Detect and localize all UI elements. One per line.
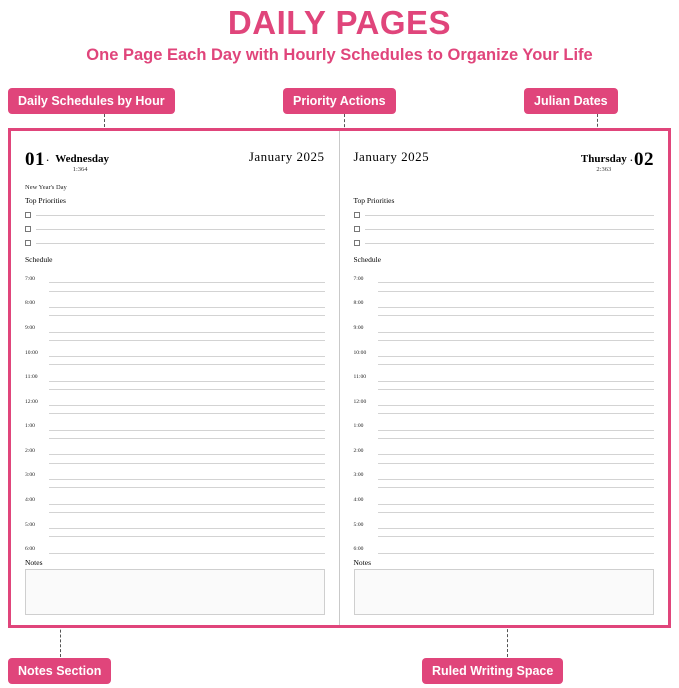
schedule-time: 2:00 bbox=[25, 447, 35, 454]
schedule-row-half bbox=[354, 480, 655, 488]
right-priorities-label: Top Priorities bbox=[353, 196, 395, 205]
schedule-time-blank bbox=[354, 364, 378, 365]
schedule-write-line[interactable] bbox=[378, 528, 655, 529]
schedule-write-line[interactable] bbox=[49, 487, 325, 488]
schedule-time-blank bbox=[354, 487, 378, 488]
schedule-write-line[interactable] bbox=[49, 463, 325, 464]
schedule-time-blank bbox=[354, 536, 378, 537]
priority-item[interactable] bbox=[25, 208, 325, 222]
schedule-write-line[interactable] bbox=[378, 438, 655, 439]
callout-label: Julian Dates bbox=[534, 94, 608, 108]
schedule-write-line[interactable] bbox=[49, 332, 325, 333]
schedule-write-line[interactable] bbox=[378, 381, 655, 382]
schedule-time-blank bbox=[354, 389, 378, 390]
schedule-time: 3:00 bbox=[25, 472, 35, 479]
right-priorities-list bbox=[354, 208, 655, 250]
schedule-write-line[interactable] bbox=[378, 405, 655, 406]
schedule-write-line[interactable] bbox=[49, 307, 325, 308]
schedule-write-line[interactable] bbox=[49, 504, 325, 505]
schedule-row-half bbox=[354, 529, 655, 537]
schedule-row bbox=[354, 316, 655, 332]
checkbox-icon[interactable] bbox=[25, 240, 31, 246]
schedule-time-blank bbox=[354, 438, 378, 439]
priority-item[interactable] bbox=[354, 236, 655, 250]
right-schedule-label: Schedule bbox=[353, 255, 381, 264]
priority-item[interactable] bbox=[354, 208, 655, 222]
schedule-write-line[interactable] bbox=[49, 528, 325, 529]
schedule-row bbox=[25, 488, 325, 504]
schedule-time-blank bbox=[354, 413, 378, 414]
schedule-write-line[interactable] bbox=[378, 307, 655, 308]
schedule-time: 5:00 bbox=[25, 521, 35, 528]
schedule-row bbox=[354, 439, 655, 455]
right-month-year: January 2025 bbox=[353, 149, 430, 164]
left-priorities-list bbox=[25, 208, 325, 250]
schedule-write-line[interactable] bbox=[378, 356, 655, 357]
schedule-row bbox=[25, 341, 325, 357]
checkbox-icon[interactable] bbox=[354, 212, 360, 218]
left-notes-box[interactable] bbox=[25, 569, 325, 615]
schedule-row bbox=[25, 292, 325, 308]
callout-label: Ruled Writing Space bbox=[432, 664, 554, 678]
schedule-time: 5:00 bbox=[353, 521, 364, 528]
right-notes-box[interactable] bbox=[354, 569, 655, 615]
schedule-time-blank bbox=[354, 315, 378, 316]
schedule-row-half bbox=[354, 333, 655, 341]
schedule-write-line[interactable] bbox=[378, 479, 655, 480]
schedule-write-line[interactable] bbox=[378, 315, 655, 316]
schedule-row bbox=[25, 439, 325, 455]
schedule-write-line[interactable] bbox=[49, 389, 325, 390]
priority-item[interactable] bbox=[354, 222, 655, 236]
schedule-row bbox=[25, 513, 325, 529]
priority-write-line[interactable] bbox=[365, 215, 655, 216]
right-julian-date: 2:363 bbox=[596, 166, 612, 173]
left-page-header bbox=[25, 149, 325, 183]
left-julian-date: 1:364 bbox=[72, 166, 88, 173]
schedule-row bbox=[25, 464, 325, 480]
schedule-time: 10:00 bbox=[353, 349, 367, 356]
priority-write-line[interactable] bbox=[365, 229, 655, 230]
schedule-row-half bbox=[25, 431, 325, 439]
schedule-time: 6:00 bbox=[25, 546, 35, 553]
schedule-write-line[interactable] bbox=[378, 413, 655, 414]
schedule-row-half bbox=[25, 357, 325, 365]
left-schedule-rows bbox=[25, 267, 325, 554]
schedule-time: 4:00 bbox=[25, 497, 35, 503]
schedule-row-half bbox=[25, 406, 325, 414]
planner-left-page bbox=[11, 131, 340, 625]
right-date-block bbox=[581, 149, 654, 173]
schedule-time-blank bbox=[354, 463, 378, 464]
priority-write-line[interactable] bbox=[36, 215, 325, 216]
priority-item[interactable] bbox=[25, 236, 325, 250]
schedule-row-half bbox=[25, 333, 325, 341]
schedule-write-line[interactable] bbox=[378, 553, 655, 554]
left-date-separator-dot: . bbox=[46, 149, 50, 164]
schedule-time-blank bbox=[25, 512, 49, 513]
schedule-row bbox=[354, 537, 655, 553]
schedule-write-line[interactable] bbox=[49, 315, 325, 316]
schedule-row-half bbox=[25, 480, 325, 488]
priority-write-line[interactable] bbox=[365, 243, 655, 244]
left-date-block bbox=[25, 149, 109, 173]
schedule-row bbox=[354, 513, 655, 529]
callout-priority-actions bbox=[283, 88, 396, 114]
schedule-row-half bbox=[354, 357, 655, 365]
planner-right-page bbox=[340, 131, 669, 625]
header-subtitle: One Page Each Day with Hourly Schedules to Organize Your Life bbox=[86, 46, 593, 64]
schedule-write-line[interactable] bbox=[378, 487, 655, 488]
schedule-write-line[interactable] bbox=[49, 381, 325, 382]
schedule-write-line[interactable] bbox=[378, 364, 655, 365]
schedule-write-line[interactable] bbox=[378, 332, 655, 333]
schedule-write-line[interactable] bbox=[378, 454, 655, 455]
schedule-time-blank bbox=[25, 315, 49, 316]
schedule-time: 12:00 bbox=[25, 398, 38, 405]
schedule-time-blank bbox=[25, 340, 49, 341]
checkbox-icon[interactable] bbox=[25, 226, 31, 232]
schedule-row-half bbox=[25, 382, 325, 390]
left-day-number: 01 bbox=[25, 149, 45, 170]
schedule-time-blank bbox=[25, 291, 49, 292]
callout-label: Priority Actions bbox=[293, 94, 386, 108]
schedule-row-half bbox=[25, 529, 325, 537]
schedule-row bbox=[354, 464, 655, 480]
schedule-time: 8:00 bbox=[353, 300, 364, 307]
schedule-write-line[interactable] bbox=[378, 504, 655, 505]
schedule-time-blank bbox=[354, 291, 378, 292]
left-holiday-label: New Year's Day bbox=[25, 184, 67, 191]
schedule-write-line[interactable] bbox=[378, 430, 655, 431]
schedule-row bbox=[25, 414, 325, 430]
schedule-time: 8:00 bbox=[25, 300, 35, 307]
schedule-time: 7:00 bbox=[353, 275, 364, 282]
schedule-row bbox=[25, 390, 325, 406]
schedule-write-line[interactable] bbox=[49, 291, 325, 292]
left-schedule-label: Schedule bbox=[25, 255, 53, 264]
right-page-header bbox=[354, 149, 655, 183]
schedule-row-half bbox=[25, 505, 325, 513]
schedule-time: 11:00 bbox=[25, 374, 38, 381]
schedule-row bbox=[354, 414, 655, 430]
left-notes-label: Notes bbox=[25, 557, 43, 567]
schedule-write-line[interactable] bbox=[49, 340, 325, 341]
schedule-time: 11:00 bbox=[353, 374, 367, 381]
schedule-write-line[interactable] bbox=[49, 512, 325, 513]
left-day-name: Wednesday bbox=[55, 153, 110, 165]
right-schedule-rows bbox=[354, 267, 655, 554]
schedule-time: 1:00 bbox=[25, 423, 35, 430]
schedule-row-half bbox=[354, 382, 655, 390]
callout-julian-dates bbox=[524, 88, 618, 114]
schedule-write-line[interactable] bbox=[49, 405, 325, 406]
schedule-write-line[interactable] bbox=[49, 413, 325, 414]
schedule-time-blank bbox=[354, 340, 378, 341]
schedule-row bbox=[354, 390, 655, 406]
schedule-row bbox=[25, 267, 325, 283]
right-day-name: Thursday bbox=[580, 153, 627, 165]
schedule-row bbox=[25, 316, 325, 332]
schedule-row-half bbox=[354, 406, 655, 414]
right-holiday-label bbox=[354, 184, 655, 191]
schedule-time: 1:00 bbox=[353, 423, 364, 430]
right-date-separator-dot: . bbox=[629, 149, 633, 164]
schedule-row bbox=[354, 267, 655, 283]
schedule-time: 2:00 bbox=[353, 447, 364, 454]
schedule-time: 10:00 bbox=[25, 349, 38, 356]
schedule-row bbox=[354, 365, 655, 381]
schedule-write-line[interactable] bbox=[49, 536, 325, 537]
schedule-row bbox=[354, 341, 655, 357]
schedule-row bbox=[25, 365, 325, 381]
schedule-time-blank bbox=[354, 512, 378, 513]
schedule-row bbox=[354, 292, 655, 308]
schedule-write-line[interactable] bbox=[49, 438, 325, 439]
schedule-time: 12:00 bbox=[353, 398, 367, 405]
schedule-write-line[interactable] bbox=[49, 479, 325, 480]
schedule-row-half bbox=[25, 455, 325, 463]
right-notes-label: Notes bbox=[353, 557, 371, 567]
right-day-number: 02 bbox=[634, 149, 654, 170]
schedule-time-blank bbox=[25, 413, 49, 414]
schedule-time-blank bbox=[25, 438, 49, 439]
schedule-row bbox=[354, 488, 655, 504]
schedule-write-line[interactable] bbox=[378, 463, 655, 464]
checkbox-icon[interactable] bbox=[354, 240, 360, 246]
schedule-write-line[interactable] bbox=[49, 454, 325, 455]
priority-write-line[interactable] bbox=[36, 229, 325, 230]
schedule-write-line[interactable] bbox=[378, 291, 655, 292]
schedule-write-line[interactable] bbox=[378, 536, 655, 537]
schedule-row-half bbox=[25, 308, 325, 316]
schedule-time-blank bbox=[25, 536, 49, 537]
schedule-time: 4:00 bbox=[353, 497, 364, 503]
priority-write-line[interactable] bbox=[36, 243, 325, 244]
schedule-time: 6:00 bbox=[353, 546, 364, 553]
left-month-year: January 2025 bbox=[248, 149, 325, 164]
schedule-time-blank bbox=[25, 463, 49, 464]
schedule-time: 9:00 bbox=[353, 324, 364, 331]
callout-label: Daily Schedules by Hour bbox=[18, 94, 165, 108]
schedule-write-line[interactable] bbox=[49, 356, 325, 357]
schedule-row-half bbox=[25, 283, 325, 291]
planner-spread bbox=[8, 128, 671, 628]
schedule-time-blank bbox=[25, 389, 49, 390]
schedule-write-line[interactable] bbox=[49, 553, 325, 554]
schedule-write-line[interactable] bbox=[49, 364, 325, 365]
checkbox-icon[interactable] bbox=[25, 212, 31, 218]
schedule-write-line[interactable] bbox=[378, 512, 655, 513]
schedule-row-half bbox=[354, 308, 655, 316]
schedule-time-blank bbox=[25, 487, 49, 488]
callout-label: Notes Section bbox=[18, 664, 102, 678]
callout-notes-section bbox=[8, 658, 111, 684]
schedule-row-half bbox=[354, 431, 655, 439]
schedule-write-line[interactable] bbox=[49, 430, 325, 431]
schedule-row-half bbox=[354, 505, 655, 513]
schedule-time: 7:00 bbox=[25, 275, 35, 282]
callout-daily-schedules bbox=[8, 88, 175, 114]
schedule-row bbox=[25, 537, 325, 553]
schedule-time: 9:00 bbox=[25, 324, 35, 331]
schedule-time: 3:00 bbox=[353, 472, 364, 479]
schedule-write-line[interactable] bbox=[378, 389, 655, 390]
header-title: DAILY PAGES bbox=[227, 4, 452, 41]
left-priorities-label: Top Priorities bbox=[25, 196, 66, 205]
schedule-row-half bbox=[354, 455, 655, 463]
callout-ruled-writing-space bbox=[422, 658, 563, 684]
schedule-time-blank bbox=[25, 364, 49, 365]
schedule-write-line[interactable] bbox=[378, 282, 655, 283]
schedule-write-line[interactable] bbox=[378, 340, 655, 341]
checkbox-icon[interactable] bbox=[354, 226, 360, 232]
schedule-row-half bbox=[354, 283, 655, 291]
priority-item[interactable] bbox=[25, 222, 325, 236]
schedule-write-line[interactable] bbox=[49, 282, 325, 283]
